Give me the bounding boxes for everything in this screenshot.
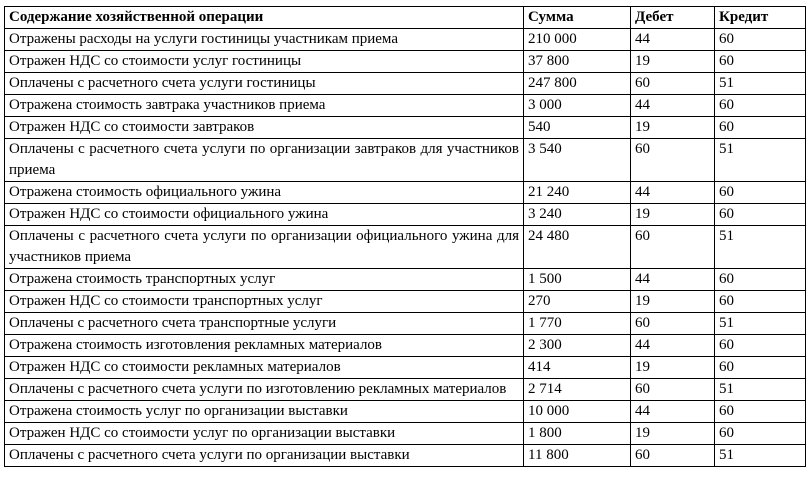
cell-description: Отражен НДС со стоимости услуг гостиницы bbox=[5, 51, 524, 73]
table-row bbox=[5, 226, 806, 269]
cell-sum: 247 800 bbox=[524, 73, 631, 95]
cell-credit: 60 bbox=[715, 423, 806, 445]
cell-debit: 44 bbox=[631, 182, 715, 204]
table-row bbox=[5, 291, 806, 313]
cell-description: Оплачены с расчетного счета услуги по организации официального ужина для участников приема bbox=[5, 226, 524, 269]
cell-description: Отражена стоимость завтрака участников приема bbox=[5, 95, 524, 117]
cell-credit: 60 bbox=[715, 291, 806, 313]
table-row bbox=[5, 357, 806, 379]
cell-credit: 60 bbox=[715, 335, 806, 357]
cell-debit: 60 bbox=[631, 445, 715, 467]
cell-description: Отражен НДС со стоимости транспортных услуг bbox=[5, 291, 524, 313]
cell-debit: 19 bbox=[631, 117, 715, 139]
cell-description: Оплачены с расчетного счета услуги по организации завтраков для участников приема bbox=[5, 139, 524, 182]
cell-description: Отражен НДС со стоимости услуг по организации выставки bbox=[5, 423, 524, 445]
cell-credit: 51 bbox=[715, 139, 806, 182]
cell-sum: 1 800 bbox=[524, 423, 631, 445]
cell-sum: 540 bbox=[524, 117, 631, 139]
table-row bbox=[5, 204, 806, 226]
table-row bbox=[5, 139, 806, 182]
cell-description: Отражен НДС со стоимости официального ужина bbox=[5, 204, 524, 226]
cell-description: Отражен НДС со стоимости рекламных материалов bbox=[5, 357, 524, 379]
cell-sum: 24 480 bbox=[524, 226, 631, 269]
cell-description: Отражена стоимость услуг по организации выставки bbox=[5, 401, 524, 423]
cell-description: Оплачены с расчетного счета транспортные услуги bbox=[5, 313, 524, 335]
cell-sum: 210 000 bbox=[524, 29, 631, 51]
cell-credit: 60 bbox=[715, 95, 806, 117]
cell-credit: 51 bbox=[715, 313, 806, 335]
table-row bbox=[5, 401, 806, 423]
cell-sum: 10 000 bbox=[524, 401, 631, 423]
table-row bbox=[5, 445, 806, 467]
cell-credit: 51 bbox=[715, 379, 806, 401]
cell-debit: 60 bbox=[631, 313, 715, 335]
header-debit: Дебет bbox=[631, 7, 715, 29]
cell-debit: 19 bbox=[631, 204, 715, 226]
table-row bbox=[5, 73, 806, 95]
cell-debit: 19 bbox=[631, 423, 715, 445]
cell-credit: 51 bbox=[715, 226, 806, 269]
cell-sum: 21 240 bbox=[524, 182, 631, 204]
cell-credit: 60 bbox=[715, 29, 806, 51]
cell-description: Отражен НДС со стоимости завтраков bbox=[5, 117, 524, 139]
table-row bbox=[5, 182, 806, 204]
cell-debit: 44 bbox=[631, 29, 715, 51]
cell-debit: 44 bbox=[631, 269, 715, 291]
cell-description: Отражена стоимость транспортных услуг bbox=[5, 269, 524, 291]
cell-debit: 44 bbox=[631, 335, 715, 357]
table-body bbox=[5, 29, 806, 467]
cell-credit: 60 bbox=[715, 269, 806, 291]
cell-sum: 11 800 bbox=[524, 445, 631, 467]
cell-sum: 3 000 bbox=[524, 95, 631, 117]
cell-description: Оплачены с расчетного счета услуги по организации выставки bbox=[5, 445, 524, 467]
operations-table bbox=[4, 6, 806, 467]
cell-debit: 19 bbox=[631, 291, 715, 313]
cell-sum: 1 770 bbox=[524, 313, 631, 335]
cell-debit: 60 bbox=[631, 226, 715, 269]
cell-debit: 60 bbox=[631, 139, 715, 182]
cell-description: Отражена стоимость официального ужина bbox=[5, 182, 524, 204]
table-row bbox=[5, 379, 806, 401]
cell-sum: 1 500 bbox=[524, 269, 631, 291]
header-sum: Сумма bbox=[524, 7, 631, 29]
table-row bbox=[5, 51, 806, 73]
document-page bbox=[4, 6, 806, 467]
table-row bbox=[5, 423, 806, 445]
cell-credit: 60 bbox=[715, 117, 806, 139]
cell-credit: 60 bbox=[715, 401, 806, 423]
cell-description: Отражена стоимость изготовления рекламных материалов bbox=[5, 335, 524, 357]
cell-credit: 51 bbox=[715, 73, 806, 95]
cell-credit: 51 bbox=[715, 445, 806, 467]
cell-sum: 270 bbox=[524, 291, 631, 313]
cell-credit: 60 bbox=[715, 51, 806, 73]
cell-description: Оплачены с расчетного счета услуги гостиницы bbox=[5, 73, 524, 95]
cell-sum: 414 bbox=[524, 357, 631, 379]
cell-debit: 60 bbox=[631, 73, 715, 95]
cell-sum: 2 714 bbox=[524, 379, 631, 401]
cell-sum: 3 540 bbox=[524, 139, 631, 182]
cell-credit: 60 bbox=[715, 182, 806, 204]
cell-debit: 19 bbox=[631, 357, 715, 379]
cell-credit: 60 bbox=[715, 357, 806, 379]
table-row bbox=[5, 29, 806, 51]
cell-sum: 3 240 bbox=[524, 204, 631, 226]
table-row bbox=[5, 313, 806, 335]
cell-debit: 44 bbox=[631, 95, 715, 117]
cell-debit: 19 bbox=[631, 51, 715, 73]
header-description: Содержание хозяйственной операции bbox=[5, 7, 524, 29]
cell-description: Оплачены с расчетного счета услуги по изготовлению рекламных материалов bbox=[5, 379, 524, 401]
table-row bbox=[5, 269, 806, 291]
table-row bbox=[5, 335, 806, 357]
table-row bbox=[5, 95, 806, 117]
table-header-row bbox=[5, 7, 806, 29]
cell-debit: 44 bbox=[631, 401, 715, 423]
header-credit: Кредит bbox=[715, 7, 806, 29]
cell-debit: 60 bbox=[631, 379, 715, 401]
table-row bbox=[5, 117, 806, 139]
cell-sum: 2 300 bbox=[524, 335, 631, 357]
cell-credit: 60 bbox=[715, 204, 806, 226]
cell-description: Отражены расходы на услуги гостиницы участникам приема bbox=[5, 29, 524, 51]
cell-sum: 37 800 bbox=[524, 51, 631, 73]
